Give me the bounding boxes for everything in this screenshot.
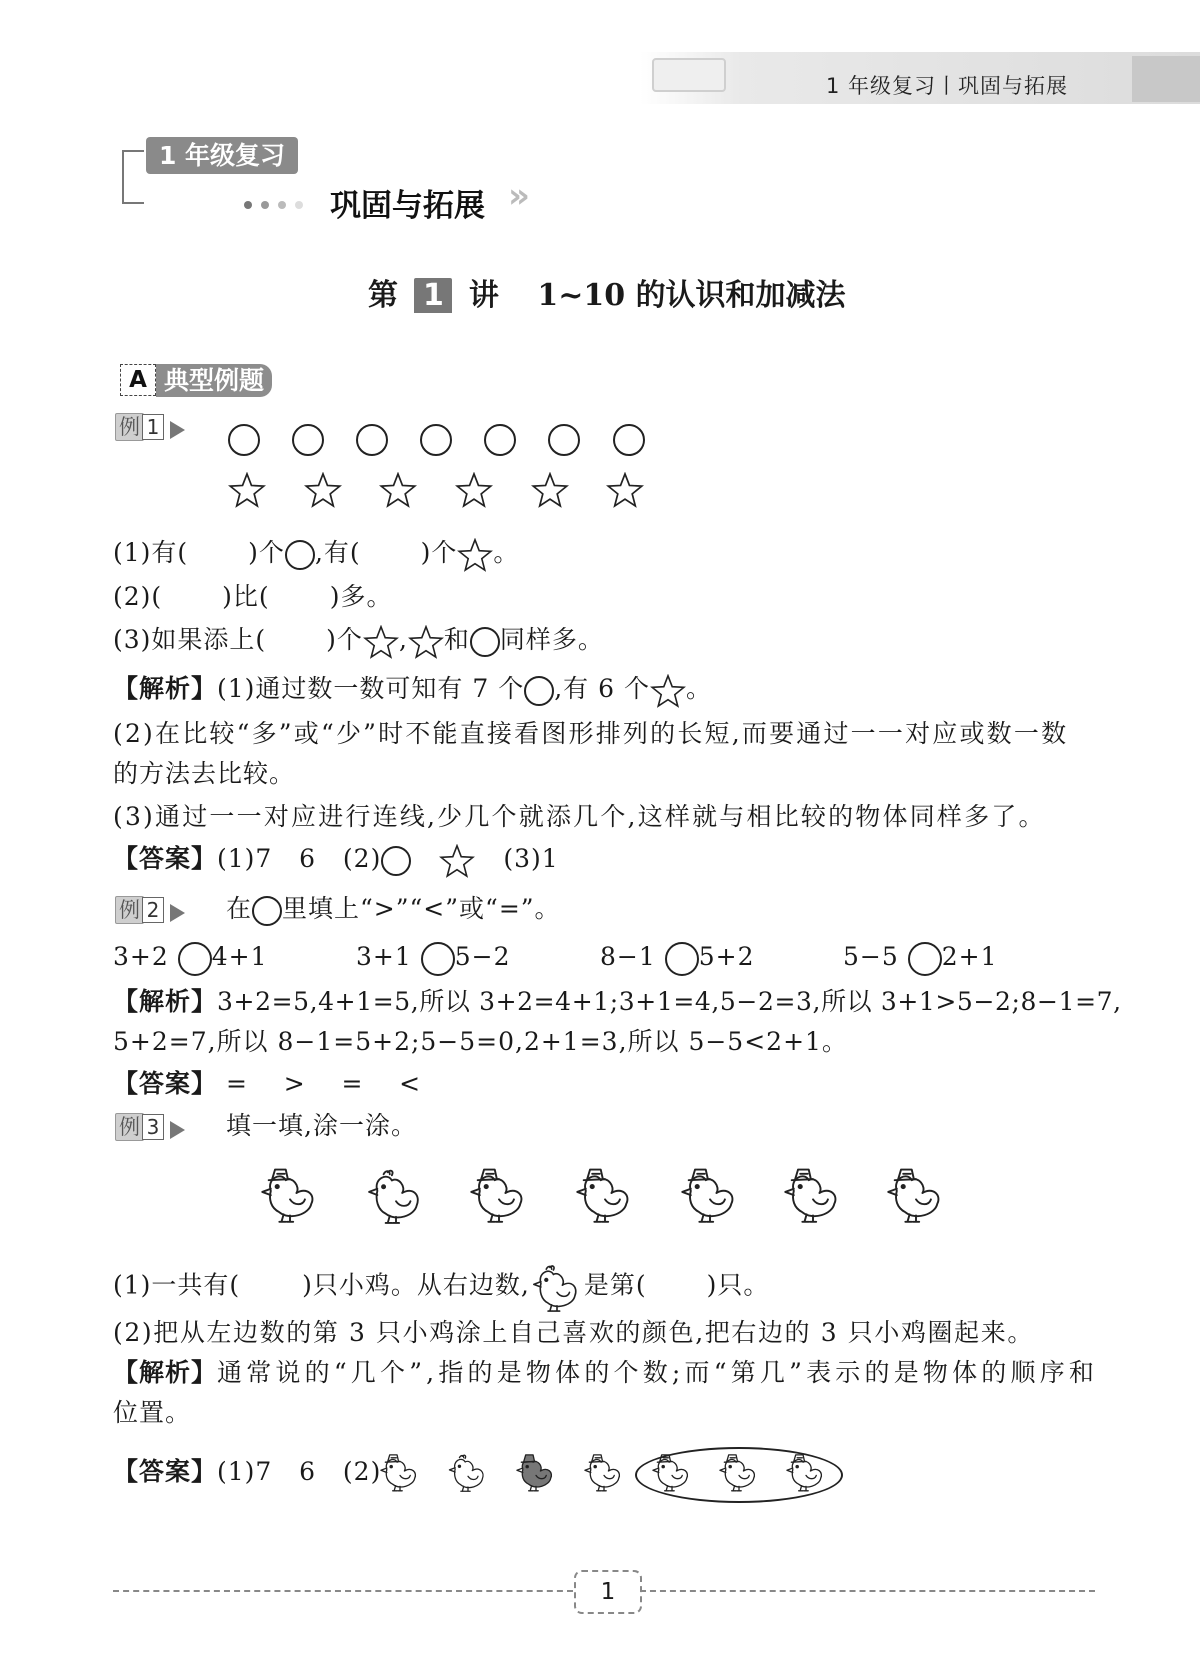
text: 3+1 bbox=[356, 942, 412, 971]
ex1-analysis-3: (3)通过一一对应进行连线,少几个就添几个,这样就与相比较的物体同样多了。 bbox=[113, 802, 1046, 831]
compare-circle bbox=[178, 942, 212, 976]
example-number: 1 bbox=[142, 414, 164, 440]
chick-with-hat-icon bbox=[573, 1162, 637, 1224]
circle-shape bbox=[356, 424, 388, 456]
analysis-tag: 【解析】 bbox=[113, 987, 218, 1016]
text: 2+1 bbox=[941, 942, 998, 971]
text: (1)7 6 (2) bbox=[217, 1457, 382, 1486]
star-shape bbox=[531, 472, 569, 508]
text: 通常说的“几个”,指的是物体的个数;而“第几”表示的是物体的顺序和 bbox=[217, 1358, 1099, 1387]
text: )只小鸡。从右边数, bbox=[302, 1270, 530, 1300]
lesson-prefix: 第 bbox=[368, 278, 398, 313]
star-icon bbox=[457, 538, 493, 572]
chick-colored-icon bbox=[514, 1450, 558, 1492]
text: = > = < bbox=[225, 1069, 422, 1098]
ex1-answer bbox=[113, 842, 559, 878]
text: )个 bbox=[248, 538, 285, 567]
text: )个 bbox=[326, 625, 363, 654]
star-icon bbox=[408, 625, 444, 659]
compare-circle bbox=[665, 942, 699, 976]
ex3-analysis-2: 位置。 bbox=[113, 1398, 192, 1427]
chick-with-hat-icon bbox=[378, 1450, 422, 1492]
star-icon bbox=[363, 625, 399, 659]
ex2-item-3 bbox=[600, 940, 754, 976]
ex1-analysis-1 bbox=[113, 672, 712, 708]
example-number: 2 bbox=[142, 897, 164, 923]
text: 和 bbox=[443, 625, 470, 654]
compare-circle bbox=[908, 942, 942, 976]
banner-title: 巩固与拓展 bbox=[330, 188, 485, 224]
chick-icon bbox=[364, 1166, 428, 1224]
chick-with-hat-icon bbox=[678, 1162, 742, 1224]
running-header-deco bbox=[652, 58, 726, 92]
example-label: 例 bbox=[115, 1113, 144, 1141]
chick-icon bbox=[530, 1262, 584, 1312]
ex3-prompt: 填一填,涂一涂。 bbox=[226, 1111, 417, 1140]
text: 。 bbox=[493, 538, 520, 567]
banner-dot bbox=[261, 201, 269, 209]
text: )多。 bbox=[329, 582, 393, 611]
text: 在 bbox=[226, 894, 253, 923]
banner-bracket bbox=[122, 150, 144, 204]
text: 5+2 bbox=[698, 942, 755, 971]
example-label: 例 bbox=[115, 413, 144, 441]
lesson-suffix: 讲 bbox=[468, 278, 499, 313]
ex3-question-1 bbox=[113, 1262, 769, 1312]
running-header-right-block bbox=[1132, 56, 1200, 102]
section-title: 典型例题 bbox=[156, 364, 272, 397]
ex1-question-3 bbox=[113, 623, 604, 659]
star-icon bbox=[650, 674, 686, 708]
example-3-tag bbox=[115, 1113, 185, 1141]
text: )个 bbox=[420, 538, 458, 567]
chick-with-hat-icon bbox=[781, 1162, 845, 1224]
circle-shape bbox=[548, 424, 580, 456]
play-triangle-icon bbox=[170, 904, 185, 922]
text: 是第( bbox=[583, 1270, 647, 1300]
lesson-number: 1 bbox=[414, 278, 452, 313]
circle-shape bbox=[613, 424, 645, 456]
play-triangle-icon bbox=[170, 421, 185, 439]
text: 5−5 bbox=[843, 942, 899, 971]
text: (1)有( bbox=[113, 538, 189, 567]
text: 4+1 bbox=[211, 942, 268, 971]
play-triangle-icon bbox=[170, 1121, 185, 1139]
text: 同样多。 bbox=[499, 625, 604, 654]
star-shape bbox=[455, 472, 493, 508]
star-shape bbox=[304, 472, 342, 508]
circle-shape bbox=[292, 424, 324, 456]
answer-tag: 【答案】 bbox=[113, 1457, 218, 1486]
circle-icon bbox=[470, 627, 500, 657]
chick-with-hat-icon bbox=[884, 1162, 948, 1224]
text: , bbox=[398, 625, 408, 654]
compare-circle bbox=[421, 942, 455, 976]
chick-with-hat-icon bbox=[650, 1450, 694, 1492]
section-header bbox=[120, 364, 272, 397]
analysis-tag: 【解析】 bbox=[113, 1358, 218, 1387]
text: (3)1 bbox=[503, 844, 559, 873]
running-header-title: 1 年级复习丨巩固与拓展 bbox=[826, 74, 1069, 98]
ex1-analysis-2: (2)在比较“多”或“少”时不能直接看图形排列的长短,而要通过一一对应或数一数 bbox=[113, 719, 1069, 748]
page-number: 1 bbox=[574, 1570, 642, 1614]
text: 3+2 bbox=[113, 942, 169, 971]
banner-dots bbox=[244, 194, 303, 213]
ex2-item-2 bbox=[356, 940, 510, 976]
text: (3)如果添上( bbox=[113, 625, 267, 654]
ex1-analysis-2-cont: 的方法去比较。 bbox=[113, 759, 296, 788]
text: 8−1 bbox=[600, 942, 656, 971]
star-shape bbox=[379, 472, 417, 508]
ex3-analysis-1 bbox=[113, 1356, 1098, 1390]
text: (1)一共有( bbox=[113, 1270, 241, 1300]
ex2-analysis-2: 5+2=7,所以 8−1=5+2;5−5=0,2+1=3,所以 5−5<2+1。 bbox=[113, 1027, 848, 1056]
star-shape bbox=[228, 472, 266, 508]
example-number: 3 bbox=[142, 1114, 164, 1140]
section-letter: A bbox=[120, 364, 156, 396]
ex2-item-4 bbox=[843, 940, 997, 976]
ex1-question-1 bbox=[113, 536, 519, 572]
text: 5−2 bbox=[454, 942, 511, 971]
banner-chevrons: » bbox=[508, 176, 524, 216]
banner-badge: 1 年级复习 bbox=[146, 137, 298, 174]
text: (1)通过数一数可知有 7 个 bbox=[217, 674, 525, 703]
ex2-answer bbox=[113, 1067, 421, 1101]
star-icon bbox=[439, 844, 475, 878]
chick-with-hat-icon bbox=[582, 1450, 626, 1492]
text: )比( bbox=[222, 582, 270, 611]
banner-dot bbox=[244, 201, 252, 209]
chick-with-hat-icon bbox=[717, 1450, 761, 1492]
text: )只。 bbox=[706, 1270, 770, 1300]
text: ,有( bbox=[314, 538, 361, 567]
example-2-tag bbox=[115, 896, 185, 924]
footer-rule-right bbox=[640, 1590, 1095, 1592]
answer-tag: 【答案】 bbox=[113, 1069, 218, 1098]
lesson-title bbox=[368, 270, 846, 314]
chick-with-hat-icon bbox=[784, 1450, 828, 1492]
lesson-name: 1~10 的认识和加减法 bbox=[537, 278, 846, 313]
circle-shape bbox=[420, 424, 452, 456]
circle-shape bbox=[228, 424, 260, 456]
ex2-prompt bbox=[226, 892, 561, 926]
chick-with-hat-icon bbox=[258, 1162, 322, 1224]
circle-shape bbox=[484, 424, 516, 456]
chick-with-hat-icon bbox=[467, 1162, 531, 1224]
text: 3+2=5,4+1=5,所以 3+2=4+1;3+1=4,5−2=3,所以 3+1>5−2;8−1=7, bbox=[217, 987, 1122, 1016]
banner-dot bbox=[278, 201, 286, 209]
text: 。 bbox=[685, 674, 712, 703]
analysis-tag: 【解析】 bbox=[113, 674, 218, 703]
text: ,有 6 个 bbox=[554, 674, 650, 703]
example-1-tag bbox=[115, 413, 185, 441]
ex3-question-2: (2)把从左边数的第 3 只小鸡涂上自己喜欢的颜色,把右边的 3 只小鸡圈起来。 bbox=[113, 1318, 1034, 1347]
star-shape bbox=[606, 472, 644, 508]
circle-icon bbox=[252, 896, 282, 926]
answer-tag: 【答案】 bbox=[113, 844, 218, 873]
ex1-question-2 bbox=[113, 580, 392, 614]
banner-dot bbox=[295, 201, 303, 209]
ex2-item-1 bbox=[113, 940, 267, 976]
circle-icon bbox=[381, 846, 411, 876]
ex2-analysis-1 bbox=[113, 985, 1122, 1019]
text: (2)( bbox=[113, 582, 163, 611]
circle-icon bbox=[524, 676, 554, 706]
example-label: 例 bbox=[115, 896, 144, 924]
circle-icon bbox=[285, 540, 315, 570]
chick-icon bbox=[446, 1452, 490, 1492]
text: 里填上“>”“<”或“=”。 bbox=[282, 894, 561, 923]
footer-rule-left bbox=[113, 1590, 573, 1592]
ex3-answer bbox=[113, 1455, 381, 1489]
text: (1)7 6 (2) bbox=[217, 844, 382, 873]
